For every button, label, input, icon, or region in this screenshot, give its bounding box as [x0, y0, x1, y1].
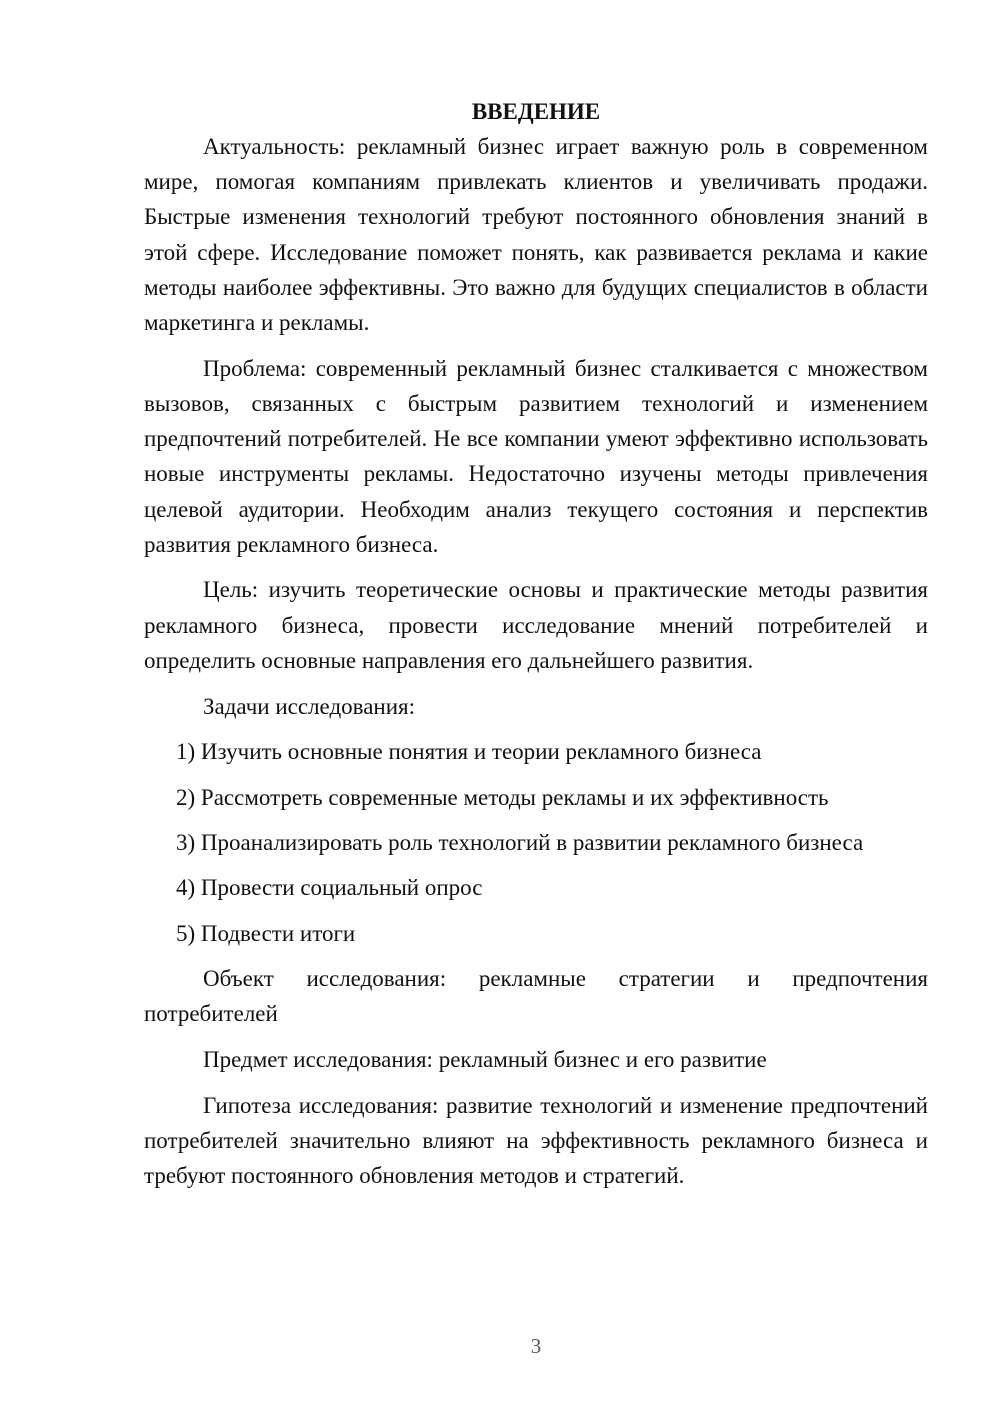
- tasks-heading: Задачи исследования:: [203, 693, 416, 719]
- task-item-2: 2) Рассмотреть современные методы рекламы и их эффективность: [176, 784, 829, 810]
- tasks-list: [144, 734, 928, 951]
- problem-paragraph: Проблема: современный рекламный бизнес сталкивается с множеством вызовов, связанных с быстрым развитием технологий и изменением предпочтений потребителей. Не все компании умеют эффективно использовать новые инструменты рекламы. Недостаточно изучены методы привлечения целевой аудитории. Необходим анализ текущего состояния и перспектив развития рекламного бизнеса.: [144, 355, 928, 557]
- object-paragraph: Объект исследования: рекламные стратегии и предпочтения потребителей: [144, 966, 928, 1027]
- subject-paragraph: Предмет исследования: рекламный бизнес и его развитие: [203, 1047, 767, 1073]
- task-item-1: 1) Изучить основные понятия и теории рекламного бизнеса: [176, 739, 762, 765]
- page-title: ВВЕДЕНИЕ: [471, 99, 601, 124]
- page-number: 3: [530, 1334, 542, 1358]
- relevance-paragraph: Актуальность: рекламный бизнес играет важную роль в современном мире, помогая компаниям привлекать клиентов и увеличивать продажи. Быстрые изменения технологий требуют постоянного обновления знаний в этой сфере. Исследование поможет понять, как развивается реклама и какие методы наиболее эффективны. Это важно для будущих специалистов в области маркетинга и рекламы.: [144, 134, 928, 336]
- task-item-5: 5) Подвести итоги: [176, 920, 356, 946]
- task-item-3: 3) Проанализировать роль технологий в развитии рекламного бизнеса: [176, 830, 864, 856]
- hypothesis-paragraph: Гипотеза исследования: развитие технологий и изменение предпочтений потребителей значительно влияют на эффективность рекламного бизнеса и требуют постоянного обновления методов и стратегий.: [144, 1092, 928, 1189]
- task-item-4: 4) Провести социальный опрос: [176, 875, 483, 901]
- page-content: [144, 94, 928, 1204]
- goal-paragraph: Цель: изучить теоретические основы и практические методы развития рекламного бизнеса, провести исследование мнений потребителей и определить основные направления его дальнейшего развития.: [144, 577, 928, 673]
